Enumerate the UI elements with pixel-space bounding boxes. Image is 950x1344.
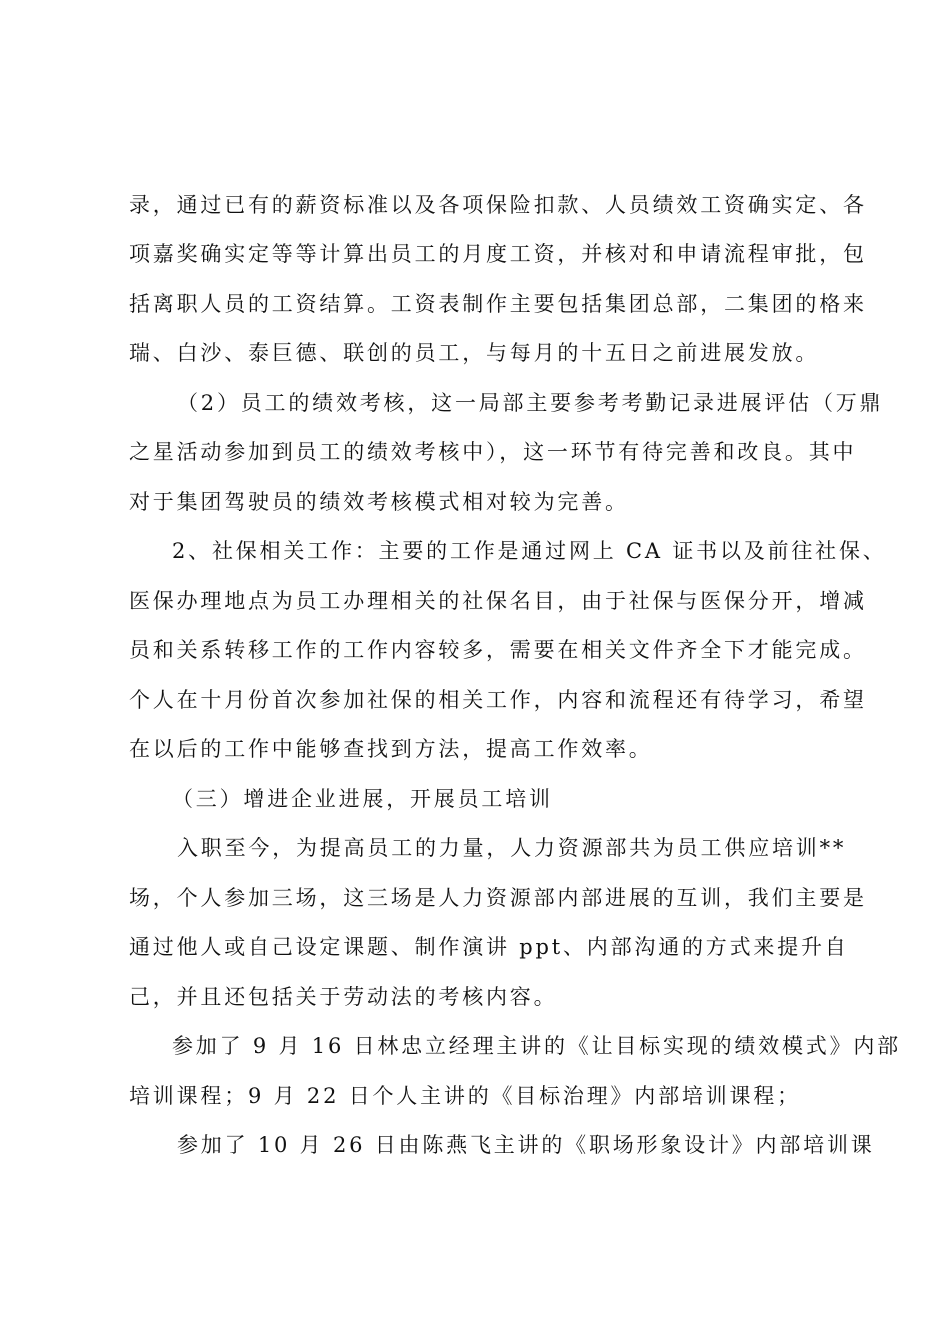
text-line: 医保办理地点为员工办理相关的社保名目，由于社保与医保分开，增减 [129, 589, 867, 613]
text-line: 员和关系转移工作的工作内容较多，需要在相关文件齐全下才能完成。 [129, 638, 867, 662]
text-line: 培训课程；9 月 22 日个人主讲的《目标治理》内部培训课程； [129, 1084, 801, 1108]
text-line: 入职至今，为提高员工的力量，人力资源部共为员工供应培训** [177, 836, 847, 860]
section-heading: （三）增进企业进展，开展员工培训 [172, 787, 553, 811]
text-line: （2）员工的绩效考核，这一局部主要参考考勤记录进展评估（万鼎 [177, 391, 884, 415]
text-line: 项嘉奖确实定等等计算出员工的月度工资，并核对和申请流程审批，包 [129, 242, 867, 266]
text-line: 瑞、白沙、泰巨德、联创的员工，与每月的十五日之前进展发放。 [129, 341, 820, 365]
text-line: 之星活动参加到员工的绩效考核中），这一环节有待完善和改良。其中 [129, 440, 857, 464]
text-line: 己，并且还包括关于劳动法的考核内容。 [129, 985, 558, 1009]
text-line: 录，通过已有的薪资标准以及各项保险扣款、人员绩效工资确实定、各 [129, 193, 867, 217]
text-line: 对于集团驾驶员的绩效考核模式相对较为完善。 [129, 490, 629, 514]
text-line: 个人在十月份首次参加社保的相关工作，内容和流程还有待学习，希望 [129, 688, 867, 712]
text-line: 在以后的工作中能够查找到方法，提高工作效率。 [129, 737, 653, 761]
text-line: 参加了 10 月 26 日由陈燕飞主讲的《职场形象设计》内部培训课 [177, 1133, 875, 1157]
text-line: 2、社保相关工作：主要的工作是通过网上 CA 证书以及前往社保、 [172, 539, 887, 563]
text-line: 通过他人或自己设定课题、制作演讲 ppt、内部沟通的方式来提升自 [129, 935, 849, 959]
text-line: 括离职人员的工资结算。工资表制作主要包括集团总部，二集团的格来 [129, 292, 867, 316]
text-line: 参加了 9 月 16 日林忠立经理主讲的《让目标实现的绩效模式》内部 [172, 1034, 901, 1058]
text-line: 场，个人参加三场，这三场是人力资源部内部进展的互训，我们主要是 [129, 886, 867, 910]
